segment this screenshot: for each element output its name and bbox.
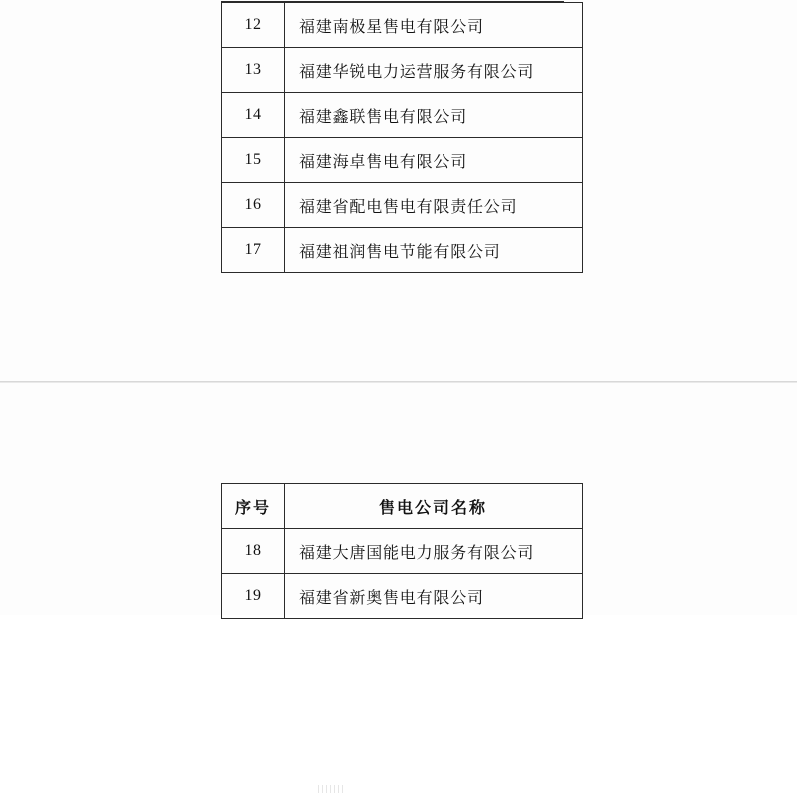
- row-index: 15: [222, 138, 285, 183]
- row-index: 13: [222, 48, 285, 93]
- row-company-name: 福建省配电售电有限责任公司: [285, 183, 583, 228]
- row-company-name: 福建海卓售电有限公司: [285, 138, 583, 183]
- row-company-name: 福建华锐电力运营服务有限公司: [285, 48, 583, 93]
- table-row: [222, 574, 583, 619]
- sellers-table-continued: [221, 2, 583, 273]
- table-row: [222, 3, 583, 48]
- row-company-name: 福建省新奥售电有限公司: [285, 574, 583, 619]
- table-header-row: [222, 484, 583, 529]
- row-company-name: 福建大唐国能电力服务有限公司: [285, 529, 583, 574]
- row-index: 17: [222, 228, 285, 273]
- document-page-top: [0, 0, 797, 382]
- row-company-name: 福建祖润售电节能有限公司: [285, 228, 583, 273]
- table-row: [222, 138, 583, 183]
- table-row: [222, 228, 583, 273]
- table-row: [222, 529, 583, 574]
- row-index: 16: [222, 183, 285, 228]
- row-index: 12: [222, 3, 285, 48]
- row-index: 18: [222, 529, 285, 574]
- table-row: [222, 48, 583, 93]
- table-row: [222, 183, 583, 228]
- scan-artifact: [318, 785, 344, 793]
- column-header-company-name: 售电公司名称: [285, 484, 583, 529]
- row-company-name: 福建鑫联售电有限公司: [285, 93, 583, 138]
- sellers-table-next-page: [221, 483, 583, 619]
- row-index: 14: [222, 93, 285, 138]
- document-page-bottom: [0, 383, 797, 615]
- row-index: 19: [222, 574, 285, 619]
- column-header-index: 序号: [222, 484, 285, 529]
- table-row: [222, 93, 583, 138]
- row-company-name: 福建南极星售电有限公司: [285, 3, 583, 48]
